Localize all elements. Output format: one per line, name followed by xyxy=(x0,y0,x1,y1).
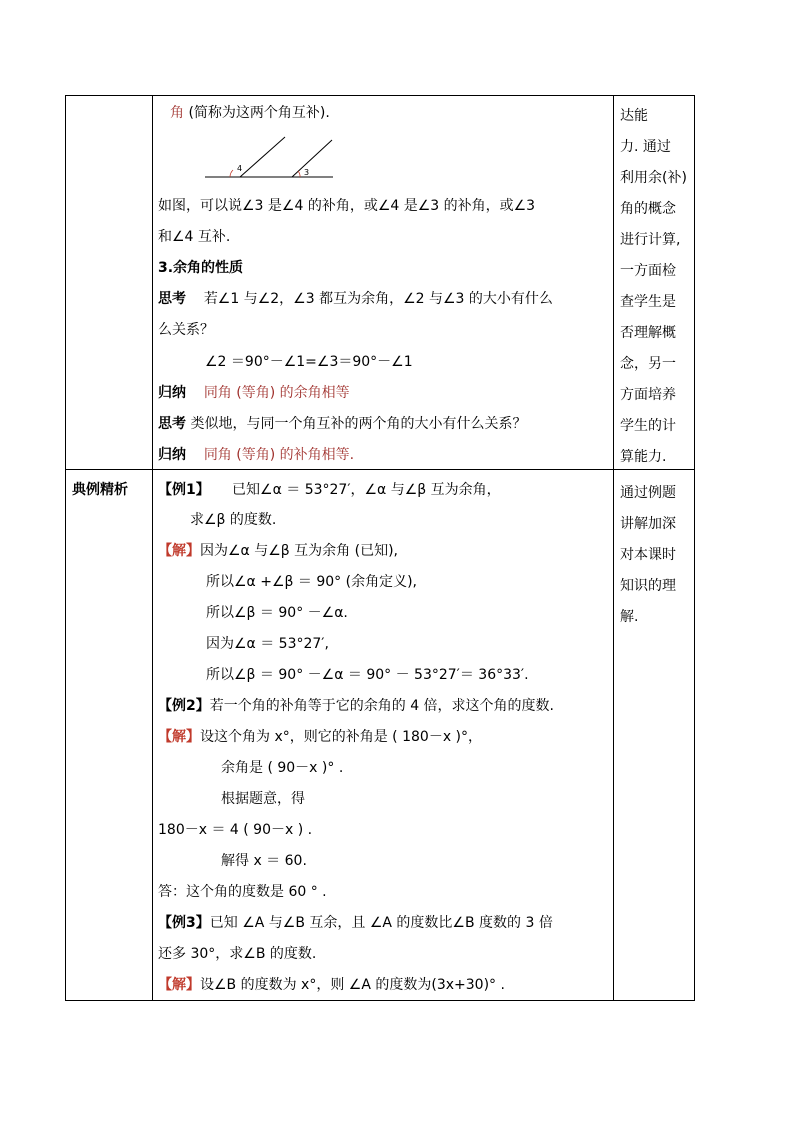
summary-line-1: 归纳 同角 (等角) 的余角相等 xyxy=(158,385,350,401)
design-intent-line: 角的概念 xyxy=(620,201,676,217)
solution-3-line-1: 【解】设∠B 的度数为 x°，则 ∠A 的度数为(3x+30)° . xyxy=(158,977,505,993)
solution-2-line-1: 【解】设这个角为 x°，则它的补角是 ( 180－x )°， xyxy=(158,729,483,745)
column-divider-right xyxy=(613,96,614,1000)
design-intent-1 xyxy=(620,101,692,473)
angle-3-label: 3 xyxy=(304,168,310,177)
solution-2-line-5: 解得 x ＝ 60. xyxy=(221,853,307,869)
solution-2-line-2: 余角是 ( 90－x )° . xyxy=(221,760,344,776)
figure-explanation-cont: 和∠4 互补. xyxy=(158,229,231,245)
design-intent-line: 念，另一 xyxy=(620,356,676,372)
design-intent-line: 解. xyxy=(620,609,639,625)
solution-1-line-1: 【解】因为∠α 与∠β 互为余角 (已知), xyxy=(158,543,398,559)
summary-line-2: 归纳 同角 (等角) 的补角相等. xyxy=(158,447,355,463)
example-3-cont: 还多 30°，求∠B 的度数. xyxy=(158,946,317,962)
design-intent-line: 学生的计 xyxy=(620,418,676,434)
figure-explanation: 如图，可以说∠3 是∠4 的补角，或∠4 是∠3 的补角，或∠3 xyxy=(158,198,536,214)
solution-1-line-2: 所以∠α +∠β ＝ 90° (余角定义), xyxy=(206,574,417,590)
row-divider xyxy=(66,469,694,470)
column-divider-left xyxy=(152,96,153,1000)
solution-2-answer: 答：这个角的度数是 60 ° . xyxy=(158,884,327,900)
think-line-2: 思考 类似地，与同一个角互补的两个角的大小有什么关系？ xyxy=(158,416,527,432)
design-intent-line: 达能 xyxy=(620,108,648,124)
think-line-1: 思考 若∠1 与∠2，∠3 都互为余角，∠2 与∠3 的大小有什么 xyxy=(158,291,553,307)
design-intent-line: 利用余(补) xyxy=(620,170,687,186)
design-intent-line: 否理解概 xyxy=(620,325,676,341)
solution-1-line-4: 因为∠α ＝ 53°27′, xyxy=(206,636,329,652)
solution-1-line-3: 所以∠β ＝ 90° －∠α. xyxy=(206,605,348,621)
solution-1-line-5: 所以∠β ＝ 90° －∠α ＝ 90° － 53°27′＝ 36°33′. xyxy=(206,667,529,683)
formula-line: ∠2 ＝90°－∠1=∠3＝90°－∠1 xyxy=(205,354,413,370)
angle-figure xyxy=(200,135,340,181)
example-3: 【例3】已知 ∠A 与∠B 互余，且 ∠A 的度数比∠B 度数的 3 倍 xyxy=(158,915,553,931)
section-heading: 3.余角的性质 xyxy=(158,260,244,276)
line-complement-def: 角 (简称为这两个角互补). xyxy=(170,105,330,121)
design-intent-line: 讲解加深 xyxy=(620,516,676,532)
design-intent-line: 对本课时 xyxy=(620,547,676,563)
design-intent-2 xyxy=(620,478,692,633)
design-intent-line: 方面培养 xyxy=(620,387,676,403)
solution-2-line-3: 根据题意，得 xyxy=(221,791,305,807)
solution-2-line-4: 180－x ＝ 4 ( 90－x ) . xyxy=(158,822,313,838)
design-intent-line: 查学生是 xyxy=(620,294,676,310)
row-title-examples: 典例精析 xyxy=(72,482,128,498)
design-intent-line: 通过例题 xyxy=(620,485,676,501)
example-2: 【例2】若一个角的补角等于它的余角的 4 倍，求这个角的度数. xyxy=(158,698,555,714)
design-intent-line: 算能力. xyxy=(620,449,667,465)
example-1: 【例1】 已知∠α ＝ 53°27′，∠α 与∠β 互为余角， xyxy=(158,482,501,498)
design-intent-line: 一方面检 xyxy=(620,263,676,279)
design-intent-line: 力. 通过 xyxy=(620,139,671,155)
angle-4-label: 4 xyxy=(237,164,243,173)
think-line-1-cont: 么关系？ xyxy=(158,322,214,338)
design-intent-line: 进行计算, xyxy=(620,232,681,248)
design-intent-line: 知识的理 xyxy=(620,578,676,594)
example-1-cont: 求∠β 的度数. xyxy=(190,512,277,528)
